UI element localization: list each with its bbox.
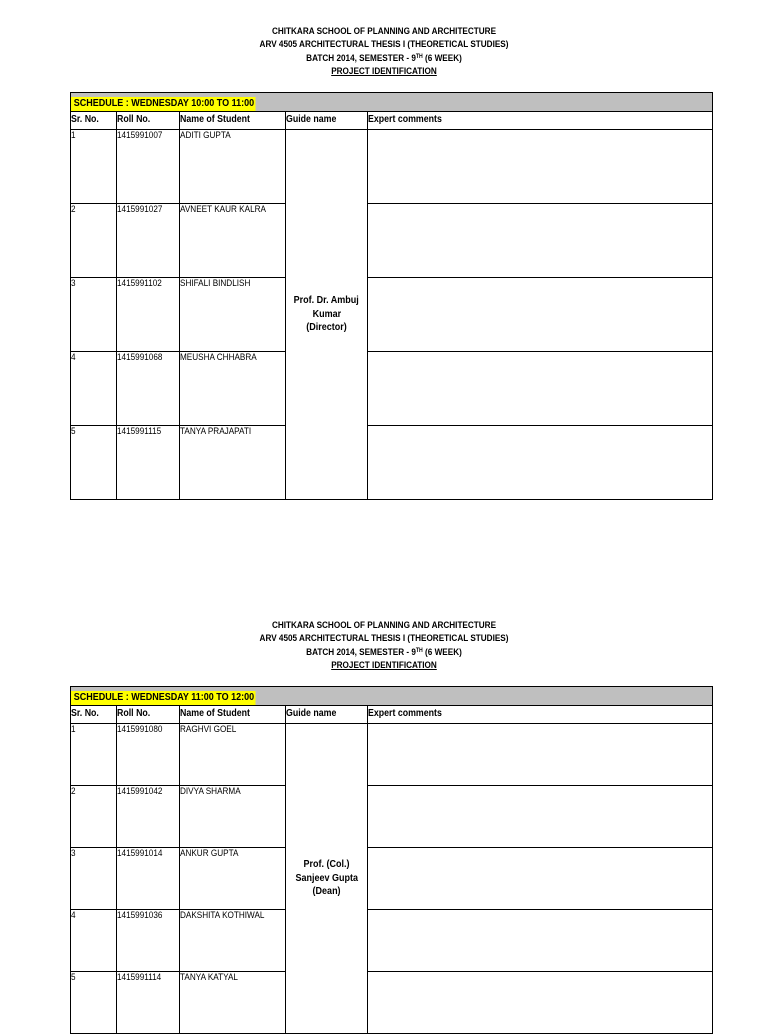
- sr-no-cell: 5: [71, 426, 117, 500]
- roll-no-cell: 1415991068: [117, 352, 180, 426]
- table-row: [71, 204, 713, 278]
- table-row: [71, 130, 713, 204]
- guide-line: Prof. (Col.): [303, 859, 350, 871]
- expert-comments-cell[interactable]: [368, 972, 713, 1034]
- student-name-cell: TANYA PRAJAPATI: [180, 426, 286, 500]
- course-title: ARV 4505 ARCHITECTURAL THESIS I (THEORETICAL STUDIES): [259, 633, 509, 645]
- batch-semester: BATCH 2014, SEMESTER - 9TH (6 WEEK): [306, 646, 462, 658]
- expert-comments-cell[interactable]: [368, 130, 713, 204]
- roll-no-cell: 1415991007: [117, 130, 180, 204]
- roll-no-cell: 1415991114: [117, 972, 180, 1034]
- column-header-roll-no: Roll No.: [117, 708, 151, 719]
- table-row: [71, 910, 713, 972]
- student-name-cell: RAGHVI GOEL: [180, 724, 286, 786]
- expert-comments-cell[interactable]: [368, 278, 713, 352]
- expert-comments-cell[interactable]: [368, 352, 713, 426]
- student-name-cell: DIVYA SHARMA: [180, 786, 286, 848]
- schedule-table-1: [70, 92, 713, 500]
- sr-no-cell: 1: [71, 130, 117, 204]
- sr-no-cell: 3: [71, 848, 117, 910]
- column-header-row: [71, 706, 713, 724]
- expert-comments-cell[interactable]: [368, 724, 713, 786]
- column-header-student-name: Name of Student: [180, 114, 250, 125]
- roll-no-cell: 1415991036: [117, 910, 180, 972]
- guide-line: Kumar: [312, 308, 341, 320]
- column-header-sr-no: Sr. No.: [71, 708, 99, 719]
- column-header-expert-comments: Expert comments: [368, 708, 442, 719]
- table-row: [71, 278, 713, 352]
- school-name: CHITKARA SCHOOL OF PLANNING AND ARCHITECTURE: [271, 26, 497, 37]
- table-row: [71, 352, 713, 426]
- schedule-label: SCHEDULE : WEDNESDAY 10:00 TO 11:00: [71, 97, 256, 111]
- student-name-cell: MEUSHA CHHABRA: [180, 352, 286, 426]
- roll-no-cell: 1415991102: [117, 278, 180, 352]
- column-header-guide-name: Guide name: [286, 708, 337, 719]
- sr-no-cell: 4: [71, 910, 117, 972]
- expert-comments-cell[interactable]: [368, 204, 713, 278]
- student-name-cell: DAKSHITA KOTHIWAL: [180, 910, 286, 972]
- schedule-row: [71, 687, 713, 706]
- student-name-cell: ADITI GUPTA: [180, 130, 286, 204]
- guide-name-cell: [286, 724, 368, 1034]
- column-header-roll-no: Roll No.: [117, 114, 151, 125]
- column-header-student-name: Name of Student: [180, 708, 250, 719]
- expert-comments-cell[interactable]: [368, 426, 713, 500]
- table-row: [71, 972, 713, 1034]
- roll-no-cell: 1415991080: [117, 724, 180, 786]
- table-row: [71, 848, 713, 910]
- guide-line: (Dean): [312, 886, 341, 898]
- expert-comments-cell[interactable]: [368, 848, 713, 910]
- sr-no-cell: 2: [71, 786, 117, 848]
- student-name-cell: AVNEET KAUR KALRA: [180, 204, 286, 278]
- batch-semester: BATCH 2014, SEMESTER - 9TH (6 WEEK): [306, 52, 462, 64]
- student-name-cell: ANKUR GUPTA: [180, 848, 286, 910]
- expert-comments-cell[interactable]: [368, 786, 713, 848]
- guide-line: Sanjeev Gupta: [295, 872, 358, 884]
- guide-name-cell: [286, 130, 368, 500]
- expert-comments-cell[interactable]: [368, 910, 713, 972]
- schedule-label: SCHEDULE : WEDNESDAY 11:00 TO 12:00: [71, 691, 256, 705]
- sr-no-cell: 3: [71, 278, 117, 352]
- section-2-header: [54, 619, 714, 672]
- roll-no-cell: 1415991027: [117, 204, 180, 278]
- sr-no-cell: 2: [71, 204, 117, 278]
- student-name-cell: TANYA KATYAL: [180, 972, 286, 1034]
- column-header-expert-comments: Expert comments: [368, 114, 442, 125]
- roll-no-cell: 1415991115: [117, 426, 180, 500]
- table-row: [71, 426, 713, 500]
- guide-line: (Director): [306, 322, 347, 334]
- column-header-row: [71, 112, 713, 130]
- sr-no-cell: 1: [71, 724, 117, 786]
- document-subtitle: PROJECT IDENTIFICATION: [331, 65, 437, 77]
- schedule-row: [71, 93, 713, 112]
- section-1-header: [54, 25, 714, 78]
- document-subtitle: PROJECT IDENTIFICATION: [331, 659, 437, 671]
- course-title: ARV 4505 ARCHITECTURAL THESIS I (THEORETICAL STUDIES): [259, 39, 509, 51]
- table-row: [71, 724, 713, 786]
- student-name-cell: SHIFALI BINDLISH: [180, 278, 286, 352]
- schedule-table-2: [70, 686, 713, 1034]
- column-header-sr-no: Sr. No.: [71, 114, 99, 125]
- guide-line: Prof. Dr. Ambuj: [293, 295, 360, 307]
- column-header-guide-name: Guide name: [286, 114, 337, 125]
- roll-no-cell: 1415991014: [117, 848, 180, 910]
- school-name: CHITKARA SCHOOL OF PLANNING AND ARCHITECTURE: [271, 620, 497, 631]
- roll-no-cell: 1415991042: [117, 786, 180, 848]
- sr-no-cell: 5: [71, 972, 117, 1034]
- table-row: [71, 786, 713, 848]
- sr-no-cell: 4: [71, 352, 117, 426]
